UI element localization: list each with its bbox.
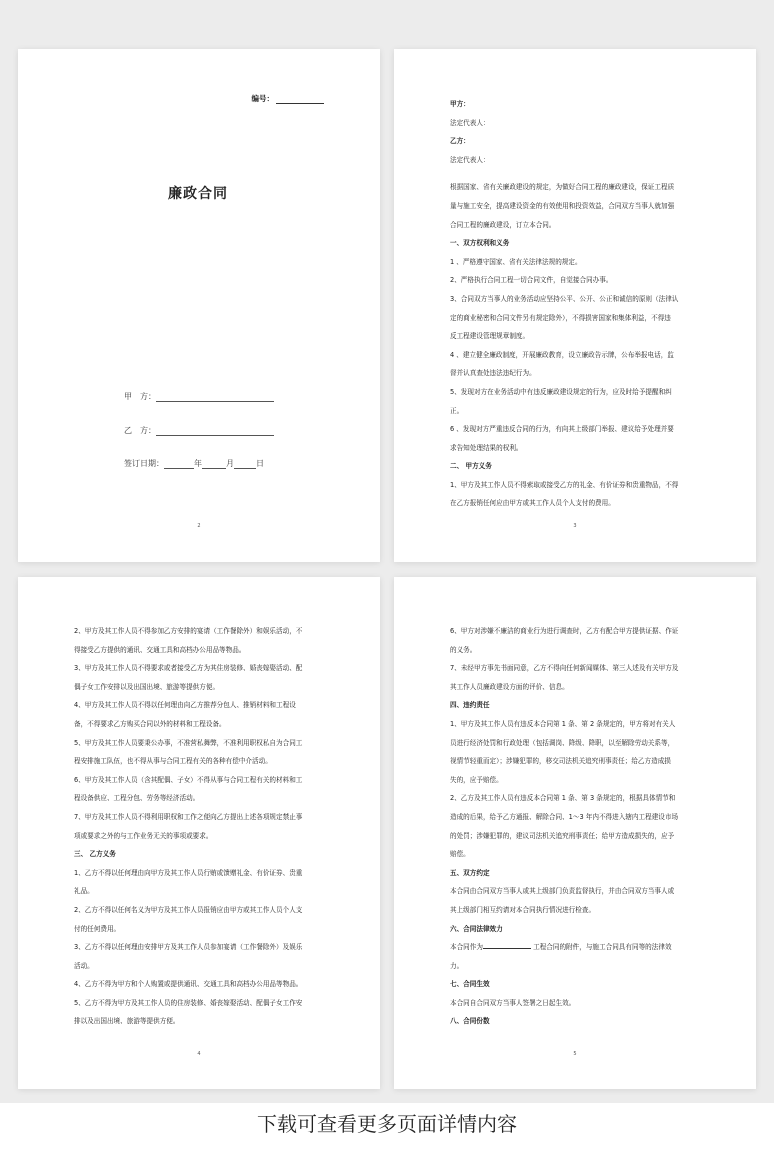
section-heading: 一、双方权利和义务 — [450, 239, 510, 248]
contract-page-cover — [18, 49, 380, 562]
text-line: 反工程建设管理规章制度。 — [450, 332, 530, 341]
section-heading: 甲方： — [450, 100, 470, 108]
text-line: 2、乙方不得以任何名义为甲方及其工作人员报销应由甲方或其工作人员个人支 — [74, 905, 303, 914]
text-line: 1 、严格遵守国家、省有关法律法规的规定。 — [450, 257, 582, 266]
text-line: 定的商业秘密和合同文件另有规定除外），不得损害国家和集体利益，不得违 — [450, 313, 671, 322]
text-line: 3、乙方不得以任何理由安排甲方及其工作人员参加宴请（工作餐除外）及娱乐 — [74, 943, 303, 952]
text-line: 督并认真查处违法违纪行为。 — [450, 369, 536, 378]
section-heading: 六、合同法律效力 — [450, 924, 503, 933]
party-a-blank — [156, 393, 274, 402]
text-line: 5、发现对方在业务活动中有违反廉政建设规定的行为，应及时给予提醒和纠 — [450, 387, 672, 396]
contract-number-blank — [276, 96, 324, 104]
party-b-blank — [156, 427, 274, 436]
contract-number-field: 编号： — [252, 93, 325, 104]
document-title: 廉政合同 — [168, 186, 228, 202]
text-line: 员进行经济处罚和行政处理（包括调岗、降级、降职，以至解除劳动关系等， — [450, 738, 675, 747]
text-line: 失的，应予赔偿。 — [450, 775, 503, 784]
text-line: 排以及出国出境、旅游等提供方便。 — [74, 1017, 180, 1026]
text-line: 2、严格执行合同工程一切合同文件，自觉接合同办事。 — [450, 276, 613, 285]
text-line: 偶子女工作安排以及出国出境、旅游等提供方便。 — [74, 682, 220, 691]
page-body — [450, 622, 702, 1031]
text-line: 活动。 — [74, 961, 94, 970]
text-line: 7、甲方及其工作人员不得利用职权和工作之便向乙方提出上述各项规定禁止事 — [74, 812, 303, 821]
contract-page-4 — [394, 577, 756, 1089]
text-line: 4、甲方及其工作人员不得以任何理由向乙方推荐分包人、推销材料和工程设 — [74, 701, 296, 710]
text-line: 4 、建立健全廉政制度，开展廉政教育，设立廉政告示牌，公布举报电话，监 — [450, 350, 674, 359]
section-heading: 二、 甲方义务 — [450, 462, 492, 471]
text-line: 7、未经甲方事先书面同意，乙方不得向任何新闻媒体、第三人述及有关甲方及 — [450, 664, 679, 673]
text-line: 在乙方报销任何应由甲方或其工作人员个人支付的费用。 — [450, 499, 615, 508]
text-line: 礼品。 — [74, 887, 94, 896]
text-line: 程安排施工队伍，也不得从事与合同工程有关的各种有偿中介活动。 — [74, 757, 272, 766]
section-heading: 三、 乙方义务 — [74, 850, 116, 859]
text-line: 5、甲方及其工作人员要秉公办事，不准营私舞弊，不准利用职权私自为合同工 — [74, 738, 303, 747]
contract-page-3 — [18, 577, 380, 1089]
section-heading: 七、合同生效 — [450, 980, 490, 989]
text-line: 3、合同双方当事人的业务活动应坚持公平、公开、公正和诚信的原则（法律认 — [450, 294, 679, 303]
text-line: 正。 — [450, 406, 464, 415]
text-line: 法定代表人： — [450, 118, 490, 127]
text-line: 得接受乙方提供的通讯、交通工具和高档办公用品等物品。 — [74, 645, 246, 654]
text-line: 3、甲方及其工作人员不得要求或者接受乙方为其住房装修、婚丧嫁娶活动、配 — [74, 664, 303, 673]
text-line: 4、乙方不得为甲方和个人购置或提供通讯、交通工具和高档办公用品等物品。 — [74, 980, 303, 989]
text-line: 量与施工安全，提高建设资金的有效使用和投资效益，合同双方当事人就加强 — [450, 201, 675, 210]
text-line: 2、甲方及其工作人员不得参加乙方安排的宴请（工作餐除外）和娱乐活动，不 — [74, 627, 303, 635]
text-line: 付的任何费用。 — [74, 924, 121, 933]
text-line: 1、甲方及其工作人员不得索取或接受乙方的礼金、有价证券和贵重物品，不得 — [450, 480, 679, 489]
text-line: 法定代表人： — [450, 155, 490, 164]
text-line: 备，不得要求乙方购买合同以外的材料和工程设备。 — [74, 719, 226, 728]
page-number: 4 — [197, 1051, 201, 1057]
text-line: 6、甲方及其工作人员（含其配偶、子女）不得从事与合同工程有关的材料和工 — [74, 775, 303, 784]
page-number: 3 — [573, 523, 577, 529]
fill-in-blank — [483, 942, 531, 949]
text-line: 的处罚；涉嫌犯罪的，建议司法机关追究刑事责任；给甲方造成损失的，应予 — [450, 831, 675, 840]
text-line: 6、甲方对涉嫌不廉洁的商业行为进行调查时，乙方有配合甲方提供证据、作证 — [450, 627, 679, 635]
text-line: 合同工程的廉政建设，订立本合同。 — [450, 220, 556, 229]
text-line: 赔偿。 — [450, 850, 470, 859]
text-line: 本合同作为 工程合同的附件，与施工合同具有同等的法律效 — [450, 943, 672, 952]
text-line: 本合同由合同双方当事人或其上级部门负责监督执行，并由合同双方当事人或 — [450, 887, 675, 896]
section-heading: 五、双方约定 — [450, 868, 490, 877]
text-line: 的义务。 — [450, 645, 477, 654]
section-heading: 乙方： — [450, 137, 470, 146]
page-number: 5 — [573, 1051, 577, 1057]
sign-date-line: 签订日期： 年 月 日 — [124, 459, 264, 468]
text-line: 程设备供应、工程分包、劳务等经济活动。 — [74, 794, 200, 803]
section-heading: 八、合同份数 — [450, 1017, 490, 1026]
text-line: 求告知处理结果的权利。 — [450, 443, 523, 452]
party-b-signature-line: 乙 方： — [124, 425, 274, 436]
text-line: 5、乙方不得为甲方及其工作人员的住房装修、婚丧嫁娶活动、配偶子女工作安 — [74, 998, 303, 1007]
text-line: 项或要求之外的与工作业务无关的事项或要求。 — [74, 831, 213, 840]
paragraph-gap — [450, 169, 702, 178]
text-line: 1、甲方及其工作人员有违反本合同第 1 条、第 2 条规定的，甲方将对有关人 — [450, 719, 676, 728]
text-line: 1、乙方不得以任何理由向甲方及其工作人员行贿或馈赠礼金、有价证券、贵重 — [74, 868, 303, 877]
text-line: 造成的后果，给予乙方通报、解除合同、1～3 年内不得进入辖内工程建设市场 — [450, 812, 679, 821]
text-line: 视情节轻重而定）；涉嫌犯罪的，移交司法机关追究刑事责任；给乙方造成损 — [450, 757, 671, 766]
page-body — [74, 622, 326, 1031]
section-heading: 四、违约责任 — [450, 701, 490, 710]
page-body — [450, 95, 702, 513]
text-line: 本合同自合同双方当事人签署之日起生效。 — [450, 998, 576, 1007]
text-line: 根据国家、省有关廉政建设的规定，为做好合同工程的廉政建设，保证工程质 — [450, 183, 675, 192]
party-a-signature-line: 甲 方： — [124, 391, 274, 402]
page-number: 2 — [197, 523, 201, 529]
text-line: 6 、发现对方严重违反合同的行为，有向其上级部门举报、建议给予处理并要 — [450, 425, 674, 434]
text-line: 其工作人员廉政建设方面的评价、信息。 — [450, 682, 569, 691]
contract-page-2 — [394, 49, 756, 562]
text-line: 力。 — [450, 961, 464, 970]
text-line: 2、乙方及其工作人员有违反本合同第 1 条、第 3 条规定的，根据具体情节和 — [450, 794, 676, 803]
download-more-banner: 下载可查看更多页面详情内容 — [0, 1103, 774, 1168]
text-line: 其上级部门相互约请对本合同执行情况进行检查。 — [450, 905, 596, 914]
